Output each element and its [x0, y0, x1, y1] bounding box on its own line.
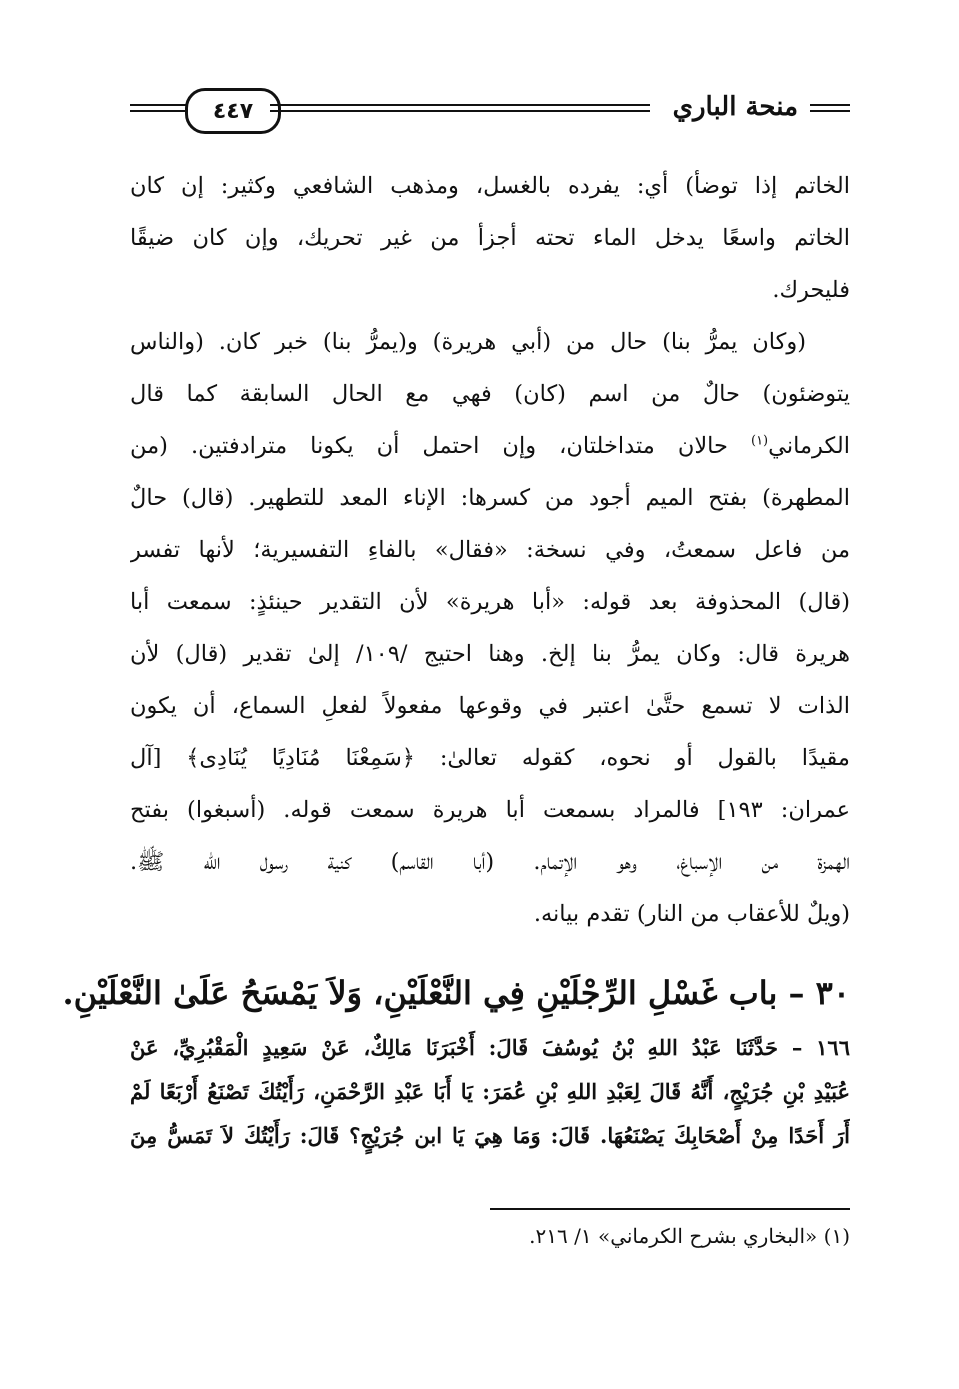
text-line: الهمزة من الإسباغ، وهو الإتمام. (أبا القاسم) كنية رسول الله ﷺ. [130, 849, 850, 875]
text-line: فليحرك. [772, 277, 850, 303]
text-line: عمران: ١٩٣] فالمراد بسمعت أبا هريرة سمعت قوله. (أسبغوا) بفتح [130, 797, 850, 823]
header-middle-rule [270, 78, 650, 138]
text-line: الخاتم إذا توضأ) أي: يفرده بالغسل، ومذهب الشافعي وكثير: إن كان [130, 173, 850, 199]
commentary-paragraph-1 [130, 160, 850, 316]
header-right-ornament [810, 78, 850, 138]
page-number-badge [185, 88, 281, 134]
text-line [130, 420, 850, 472]
text-line: (ويلٌ للأعقاب من النار) تقدم بيانه. [533, 901, 850, 927]
hadith-text [130, 1026, 850, 1158]
text-line: (قال) المحذوفة بعد قوله: «أبا هريرة» لأن التقدير حينئذٍ: سمعت أبا [130, 589, 850, 615]
commentary-paragraph-2 [130, 316, 850, 940]
text-line: من فاعل سمعتُ، وفي نسخة: «فقال» بالفاءِ التفسيرية؛ لأنها تفسر [130, 537, 850, 563]
text-line: هريرة قال: وكان يمرُّ بنا إلخ. وهنا احتيج /١٠٩/ إلىٰ تقدير (قال) لأن [130, 641, 850, 667]
text-line: الخاتم واسعًا يدخل الماء تحته أجزأ من غير تحريك، وإن كان ضيقًا [130, 225, 850, 251]
page-number: ٤٤٧ [212, 98, 254, 124]
footnote-marker: (١) [750, 433, 769, 449]
page-header [130, 78, 850, 138]
commentary-text [130, 160, 850, 940]
hadith-line: عُبَيْدِ بْنِ جُرَيْجٍ، أَنَّهُ قَالَ لِعَبْدِ اللهِ بْنِ عُمَرَ: يَا أَبَا عَبْدِ الرَّحْمَنِ، رَأَيْتُكَ تَصْنَعُ أَرْبَعًا لَمْ [130, 1079, 850, 1104]
header-left-ornament [130, 78, 190, 138]
footnote-divider [490, 1208, 850, 1210]
footnote: (١) «البخاري بشرح الكرماني» ١/ ٢١٦. [529, 1224, 850, 1248]
text-line: الذات لا تسمع حتَّىٰ اعتبر في وقوعها مفعولاً لفعلِ السماع، أن يكون [130, 693, 850, 719]
text-line: يتوضئون) حالٌ من اسم (كان) فهي مع الحال السابقة كما قال [130, 381, 850, 407]
hadith-line: ١٦٦ – حَدَّثَنَا عَبْدُ اللهِ بْنُ يُوسُفَ قَالَ: أَخْبَرَنَا مَالِكٌ، عَنْ سَعِيدٍ الْمَقْبُرِيِّ، عَنْ [130, 1035, 850, 1060]
book-title: منحة الباري [672, 92, 798, 122]
chapter-heading: ٣٠ – باب غَسْلِ الرِّجْلَيْنِ فِي النَّعْلَيْنِ، وَلاَ يَمْسَحُ عَلَىٰ النَّعْلَيْنِ. [62, 974, 850, 1012]
text-fragment: حالان متداخلتان، وإن احتمل أن يكونا مترادفتين. (من [130, 433, 728, 459]
hadith-line: أَرَ أَحَدًا مِنْ أَصْحَابِكَ يَصْنَعُهَا. قَالَ: وَمَا هِيَ يَا ابن جُرَيْجٍ؟ قَالَ: رَأَيْتُكَ لاَ تَمَسُّ مِنَ [130, 1123, 850, 1148]
text-line: مقيدًا بالقول أو نحوه، كقوله تعالىٰ: ﴿سَمِعْنَا مُنَادِيًا يُنَادِى﴾ [آل [130, 745, 850, 771]
text-fragment: الكرماني [768, 433, 850, 459]
text-line: المطهرة) بفتح الميم أجود من كسرها: الإناء المعد للتطهير. (قال) حالٌ [130, 485, 850, 511]
text-line: (وكان يمرُّ بنا) حال من (أبي هريرة) و(يمرُّ بنا) خبر كان. (والناس [130, 329, 806, 355]
